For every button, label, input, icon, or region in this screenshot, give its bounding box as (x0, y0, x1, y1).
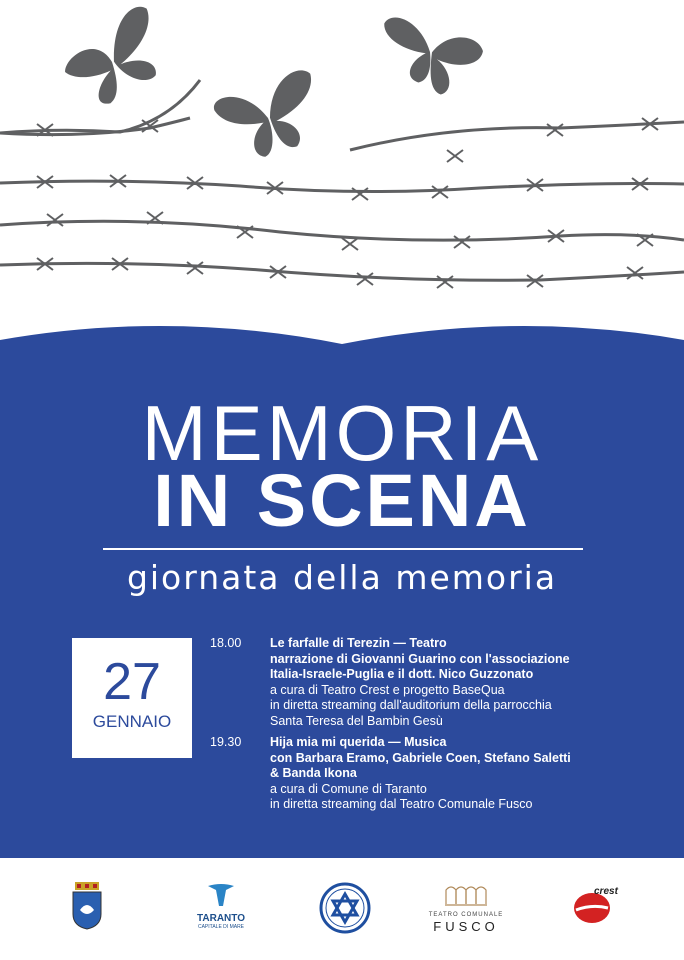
sponsor-footer (0, 858, 684, 960)
event-line: narrazione di Giovanni Guarino con l'associazione (270, 651, 570, 666)
butterfly-icon (374, 16, 486, 101)
event-time: 19.30 (210, 735, 242, 749)
taranto-logo-sub: CAPITALE DI MARE (197, 924, 245, 930)
crest-logo (572, 888, 616, 924)
butterfly-icon (55, 5, 165, 111)
event-line: Italia-Israele-Puglia e il dott. Nico Guzzonato (270, 667, 534, 681)
event-line: con Barbara Eramo, Gabriele Coen, Stefano Saletti (270, 750, 571, 765)
taranto-logo-text: TARANTO (197, 913, 245, 924)
event-line: & Banda Ikona (270, 766, 357, 780)
date-day: 27 (103, 653, 161, 711)
taranto-coat-of-arms-icon (70, 880, 104, 930)
event-line: a cura di Comune di Taranto (270, 781, 427, 796)
subtitle: giornata della memoria (126, 558, 558, 597)
date-month: GENNAIO (92, 712, 172, 731)
date-box (72, 638, 192, 758)
barbed-wire-illustration (0, 0, 684, 350)
fusco-logo-text: TEATRO COMUNALE (428, 912, 504, 918)
event-line: in diretta streaming dall'auditorium della parrocchia (270, 698, 552, 712)
event-line: a cura di Teatro Crest e progetto BaseQua (270, 682, 505, 697)
taranto-capitale-di-mare-logo (188, 882, 254, 930)
divider (103, 548, 583, 550)
fusco-logo-sub: FUSCO (433, 919, 499, 934)
butterfly-icon (210, 69, 321, 163)
event-line: Santa Teresa del Bambin Gesù (270, 713, 443, 728)
event-title: Hija mia mi querida — Musica (270, 735, 447, 749)
event-title: Le farfalle di Terezin — Teatro (270, 636, 447, 650)
crest-logo-text: crest (594, 886, 618, 897)
teatro-fusco-logo (428, 884, 504, 934)
wave-icon (206, 882, 236, 908)
event-line: in diretta streaming dal Teatro Comunale Fusco (270, 797, 533, 811)
event-time: 18.00 (210, 636, 242, 650)
star-of-david-icon (319, 882, 371, 934)
theatre-facade-icon (444, 884, 488, 906)
title-line1: MEMORIA (141, 389, 543, 477)
title-line2: IN SCENA (153, 459, 531, 542)
